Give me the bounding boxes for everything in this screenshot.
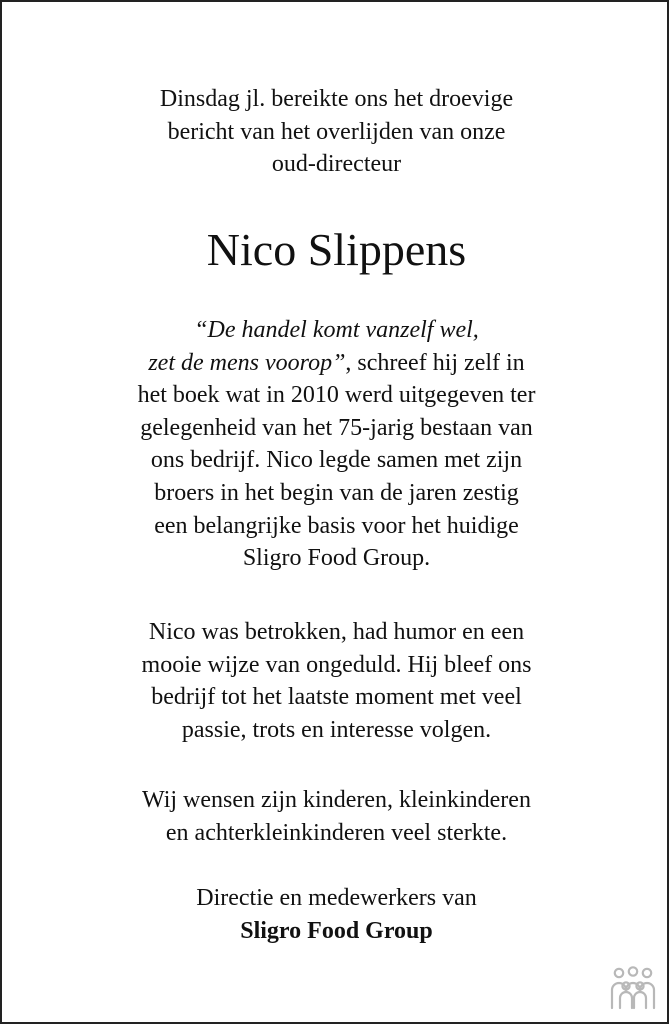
paragraph-line: mooie wijze van ongeduld. Hij bleef ons <box>141 651 532 678</box>
quote-line <box>2 347 669 380</box>
intro-line: bericht van het overlijden van onze <box>167 118 506 145</box>
character-paragraph <box>2 616 669 746</box>
paragraph-line: broers in het begin van de jaren zestig <box>154 479 519 506</box>
paragraph-line: passie, trots en interesse volgen. <box>181 716 492 743</box>
paragraph-line: Wij wensen zijn kinderen, kleinkinderen <box>142 787 531 813</box>
paragraph-line: gelegenheid van het 75-jarig bestaan van <box>140 414 533 441</box>
paragraph-line: Nico was betrokken, had humor en een <box>148 619 525 645</box>
quote-text: zet de mens voorop” <box>148 349 346 376</box>
company-name: Sligro Food Group <box>240 917 433 944</box>
signature-block <box>2 882 669 947</box>
intro-text <box>2 83 669 181</box>
tribute-paragraph <box>2 314 669 575</box>
paragraph-line: bedrijf tot het laatste moment met veel <box>151 684 522 711</box>
quote-text: “De handel komt vanzelf wel, <box>194 317 479 343</box>
paragraph-line: Sligro Food Group. <box>242 545 431 572</box>
quote-attribution: , schreef hij zelf in <box>345 349 525 376</box>
paragraph-line: een belangrijke basis voor het huidige <box>154 512 519 539</box>
deceased-name: Nico Slippens <box>206 224 467 275</box>
signature-line: Directie en medewerkers van <box>196 885 477 911</box>
condolence-paragraph <box>2 784 669 849</box>
paragraph-line: en achterkleinkinderen veel sterkte. <box>165 819 508 846</box>
quote-line <box>2 314 669 347</box>
paragraph-line: ons bedrijf. Nico legde samen met zijn <box>150 447 523 474</box>
intro-line: Dinsdag jl. bereikte ons het droevige <box>159 86 514 112</box>
family-people-icon <box>609 966 657 1010</box>
intro-line: oud-directeur <box>271 151 402 178</box>
paragraph-line: het boek wat in 2010 werd uitgegeven ter <box>137 382 536 409</box>
